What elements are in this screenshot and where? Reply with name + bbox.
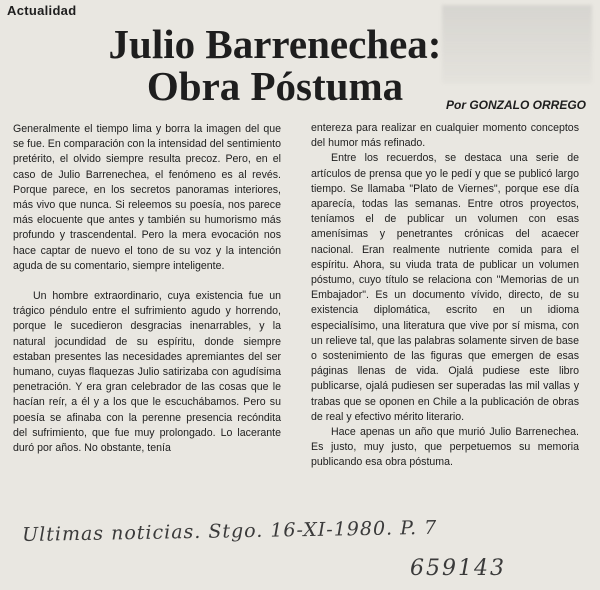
- article-title-line-2: Obra Póstuma: [146, 63, 404, 109]
- section-label: Actualidad: [7, 3, 77, 18]
- paragraph: Un hombre extraordinario, cuya existencia fue un trágico péndulo entre el sufrimiento agudo y horrendo, porque le sucedieron desgracias inenarrables, y la natural jocundidad de su espíritu, donde siempre estaban presentes las necesidades apremiantes del ser humano, cuyas flaquezas Julio satirizaba con agudísima penetración. Y era gran celebrador de las cosas que le hacían reír, a él y a los que le escuchábamos. Pero su poesía se afinaba con la perenne presencia recóndita del sufrimiento, que fue muy prolongado. Lo lacerante duró por años. No obstante, tenía: [13, 290, 281, 455]
- catalog-number: 659143: [410, 556, 506, 581]
- article-column-right: [311, 121, 579, 471]
- paragraph: Entre los recuerdos, se destaca una serie de artículos de prensa que yo le pedí y que se publicó largo tiempo. Se llamaba "Plato de Viernes", porque ese día aparecía, todas las semanas. Entre otros proyectos, teníamos el de publicar un volumen con esas amenísimas y penetrantes crónicas del acaecer nacional. Eran realmente nutriente comida para el espíritu. Ahora, su viuda trata de publicar un volumen póstumo, cuyo título se relaciona con "Memorias de un Embajador". Es un documento vívido, directo, de su existencia diplomática, escrito en un idioma especialísimo, una literatura que vive por sí misma, con un relieve tal, que las palabras solamente sirven de base o sostenimiento de las figuras que emergen de esas páginas llenas de vida. Ojalá pudiese este libro publicarse, ojalá pudiesen ser superadas las mil vallas y trabas que se oponen en Chile a la publicación de obras de real y efectivo mérito literario.: [311, 152, 579, 423]
- article-column-left: [13, 122, 281, 456]
- handwritten-source-note: Ultimas noticias. Stgo. 16-XI-1980. P. 7: [22, 516, 438, 546]
- paragraph: entereza para realizar en cualquier momento conceptos del humor más refinado.: [311, 122, 579, 150]
- paragraph: Hace apenas un año que murió Julio Barrenechea. Es justo, muy justo, que perpetuemos su memoria publicando esa obra póstuma.: [311, 426, 579, 469]
- paragraph: Generalmente el tiempo lima y borra la imagen del que se fue. En comparación con la intensidad del sentimiento pretérito, el olvido siempre resulta precoz. Pero, en el caso de Julio Barrenechea, el fenómeno es al revés. Porque parece, en los secretos panoramas interiores, más vivo que nunca. Si releemos su poesía, nos parece más elocuente que antes y también su humorismo más profundo y trascendental. Pero la mera evocación nos hace captar de nuevo el tono de su voz y la intención aguda de su comentario, siempre inteligente.: [13, 123, 281, 272]
- byline: Por GONZALO ORREGO: [445, 98, 586, 112]
- article-title-line-1: Julio Barrenechea:: [108, 21, 442, 67]
